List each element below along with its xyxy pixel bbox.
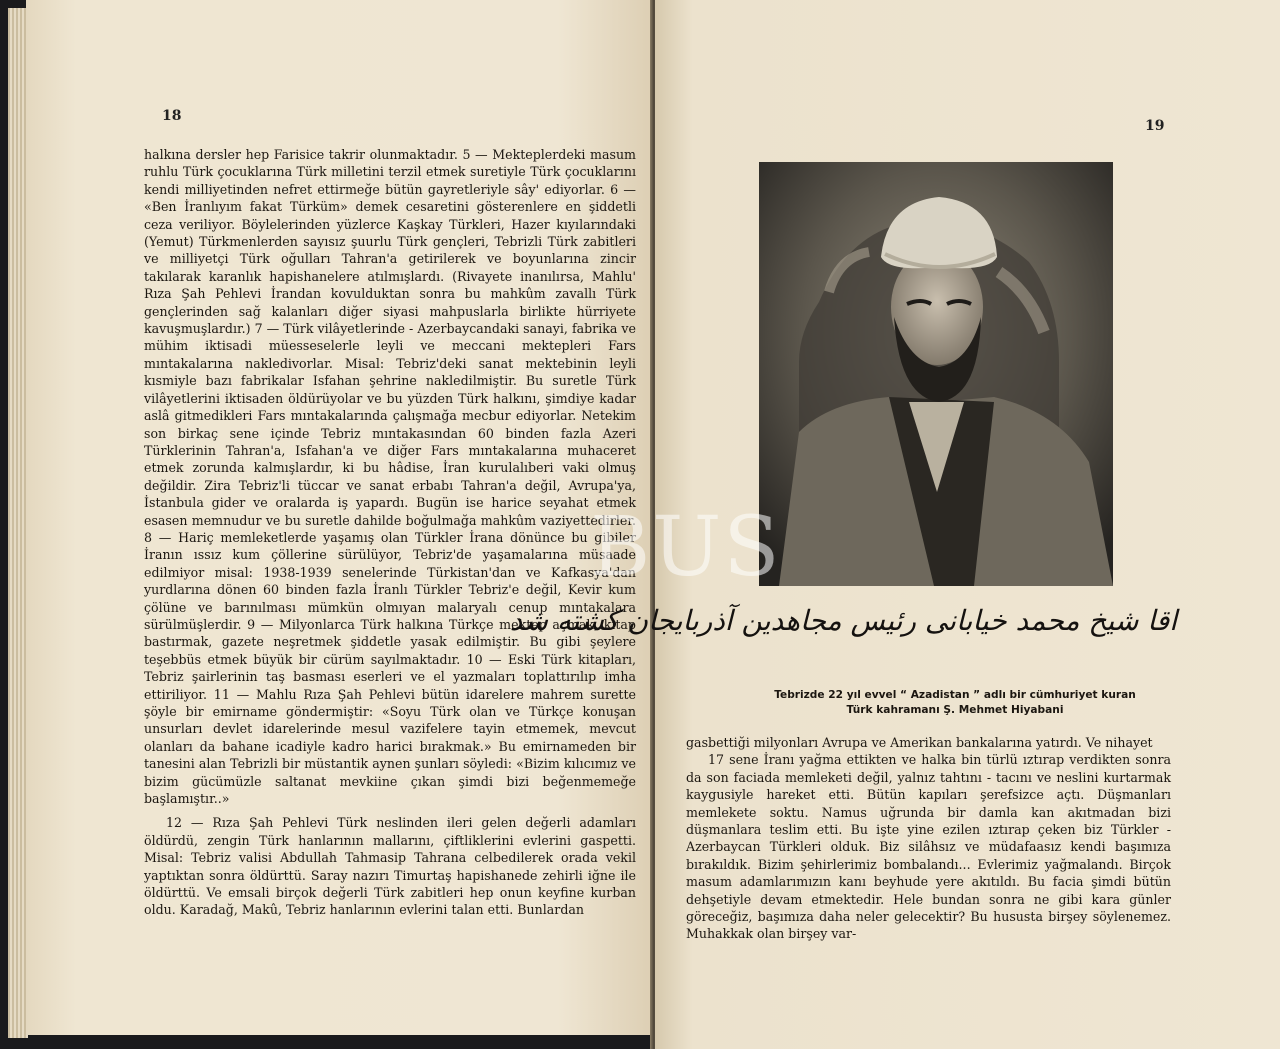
photo-caption	[685, 688, 1225, 718]
caption-line-2: Türk kahramanı Ş. Mehmet Hiyabani	[846, 704, 1064, 716]
right-page-body	[686, 734, 1171, 943]
watermark: BUS	[590, 500, 782, 595]
body-paragraph: gasbettiği milyonları Avrupa ve Amerikan bankalarına yatırdı. Ve nihayet	[686, 735, 1153, 750]
page-number-right: 19	[1145, 118, 1165, 134]
page-number-left: 18	[162, 108, 182, 124]
portrait-photo	[759, 162, 1113, 586]
arabic-caption: اقا شیخ محمد خیابانی رئیس مجاهدین آذربایجان کشته شد	[509, 604, 1177, 637]
body-paragraph: 12 — Rıza Şah Pehlevi Türk neslinden ileri gelen değerli adamları öldürdü, zengin Türk hanlarının mallarını, çiftliklerini evlerini gaspetti. Misal: Tebriz valisi Abdullah Tahmasip Tahrana celbedilerek orada vekil yaptıktan sonra öldürttü. Saray nazırı Timurtaş hapishanede zehirli iğne ile öldürttü. Ve emsali birçok değerli Türk zabitleri hep onun keyfine kurban oldu. Karadağ, Makû, Tebriz hanlarının evlerini talan etti. Bunlardan	[144, 815, 636, 918]
portrait-illustration	[759, 162, 1113, 586]
body-paragraph: 17 sene İranı yağma ettikten ve halka bin türlü ıztırap verdikten sonra da son faciada memleketi değil, yalnız tahtını - tacını ve neslini kurtarmak kaygusiyle hareket etti. Bütün kapıları şerefsizce açtı. Düşmanları memlekete soktu. Namus uğrunda bir damla kan akıtmadan bizi düşmanlara teslim etti. Bu işte yine ezilen ıztırap çeken biz Türkler - Azerbaycan Türkleri olduk. Biz silâhsız ve müdafaasız kendi başımıza bırakıldık. Bizim şehirlerimiz bombalandı... Evlerimiz yağmalandı. Birçok masum adamlarımızın kanı beyhude yere akıtıldı. Bu facia şimdi bütün dehşetiyle devam etmektedir. Hele bundan sonra ne gibi kara günler göreceğiz, başımıza daha neler gelecektir? Bu hususta birşey söylenemez. Muhakkak olan birşey var-	[686, 752, 1171, 942]
body-paragraph: halkına dersler hep Farisice takrir olunmaktadır. 5 — Mekteplerdeki masum ruhlu Türk çocuklarına Türk milletini terzil etmek suretiyle Türk çocuklarını kendi milliyetinden nefret ettirmeğe bütün gayretleriyle sây' ediyorlar. 6 — «Ben İranlıyım fakat Türküm» demek cesaretini gösterenlere en şiddetli ceza veriliyor. Böylelerinden yüzlerce Kaşkay Türkleri, Hazer kıyılarındaki (Yemut) Türkmenlerden sayısız şuurlu Türk gençleri, Tebrizli Türk zabitleri ve milliyetçi Türk oğulları Tahran'a getirilerek ve boyunlarına zincir takılarak karanlık hapishanelere atılmışlardı. (Rivayete inanılırsa, Mahlu' Rıza Şah Pehlevi İrandan kovulduktan sonra bu mahkûm zavallı Türk gençlerinden sağ kalanları diğer siyasi mahpuslarla birlikte hürriyete kavuşmuşlardır.) 7 — Türk vilâyetlerinde - Azerbaycandaki sanayi, fabrika ve mühim iktisadi müesseselerle leyli ve meccani mektepleri Fars mıntakalarına nakledivorlar. Misal: Tebriz'deki sanat mektebinin leyli kısmiyle bazı fabrikalar Isfahan şehrine nakledilmiştir. Bu suretle Türk vilâyetlerini iktisaden öldürüyolar ve bu yüzden Türk halkını, şimdiye kadar aslâ gitmedikleri Fars mıntakalarında çalışmağa mecbur ediyorlar. Netekim son birkaç sene içinde Tebriz mıntakasından 60 binden fazla Azeri Türklerinin Tahran'a, Isfahan'a ve diğer Fars mıntakalarına muhaceret etmek zorunda kalmışlardır, ki bu hâdise, İran kurulalıberi vaki olmuş değildir. Zira Tebriz'li tüccar ve sanat erbabı Tahran'a değil, Avrupa'ya, İstanbula gider ve oralarda iş yapardı. Bugün ise harice seyahat etmek esasen memnudur ve bu suretle dahilde boğulmağa mahkûm vaziyettedirler. 8 — Hariç memleketlerde yaşamış olan Türkler İrana dönünce bu gibiler İranın ıssız kum çöllerine sürülüyor, Tebriz'de yaşamalarına müsaade edilmiyor misal: 1938-1939 senelerinde Türkistan'dan ve Kafkasya'dan yurdlarına dönen 60 binden fazla İranlı Türkler Tebriz'e değil, Kevir kum çölüne ve barınılması mümkün olmıyan malaryalı cenup mıntakalara sürülmüşlerdir. 9 — Milyonlarca Türk halkına Türkçe mektep açmak, kitap bastırmak, gazete neşretmek şiddetle yasak edilmiştir. Bu gibi şeylere teşebbüs etmek büyük bir cürüm sayılmaktadır. 10 — Eski Türk kitapları, Tebriz şairlerinin taş basması eserleri ve el yazmaları toplattırılıp imha ettiriliyor. 11 — Mahlu Rıza Şah Pehlevi bütün idarelere mahrem surette şöyle bir emirname göndermiştir: «Soyu Türk olan ve Türkçe konuşan unsurları devlet idarelerinde mesul vazifelere tayin etmemek, mevcut olanları da bahane icadiyle kadro harici bırakmak.» Bu emirnameden bir tanesini alan Tebrizli bir müstantik aynen şunları söyledi: «Bizim kılıcımız ve bizim gücümüzle saltanat mevkiine çıkan şimdi bizi beğenmemeğe başlamıştır..»	[144, 147, 636, 807]
caption-line-1: Tebrizde 22 yıl evvel “ Azadistan ” adlı bir cümhuriyet kuran	[774, 689, 1136, 701]
left-page-body	[144, 146, 636, 919]
left-page	[26, 0, 652, 1035]
page-edges	[8, 8, 28, 1038]
